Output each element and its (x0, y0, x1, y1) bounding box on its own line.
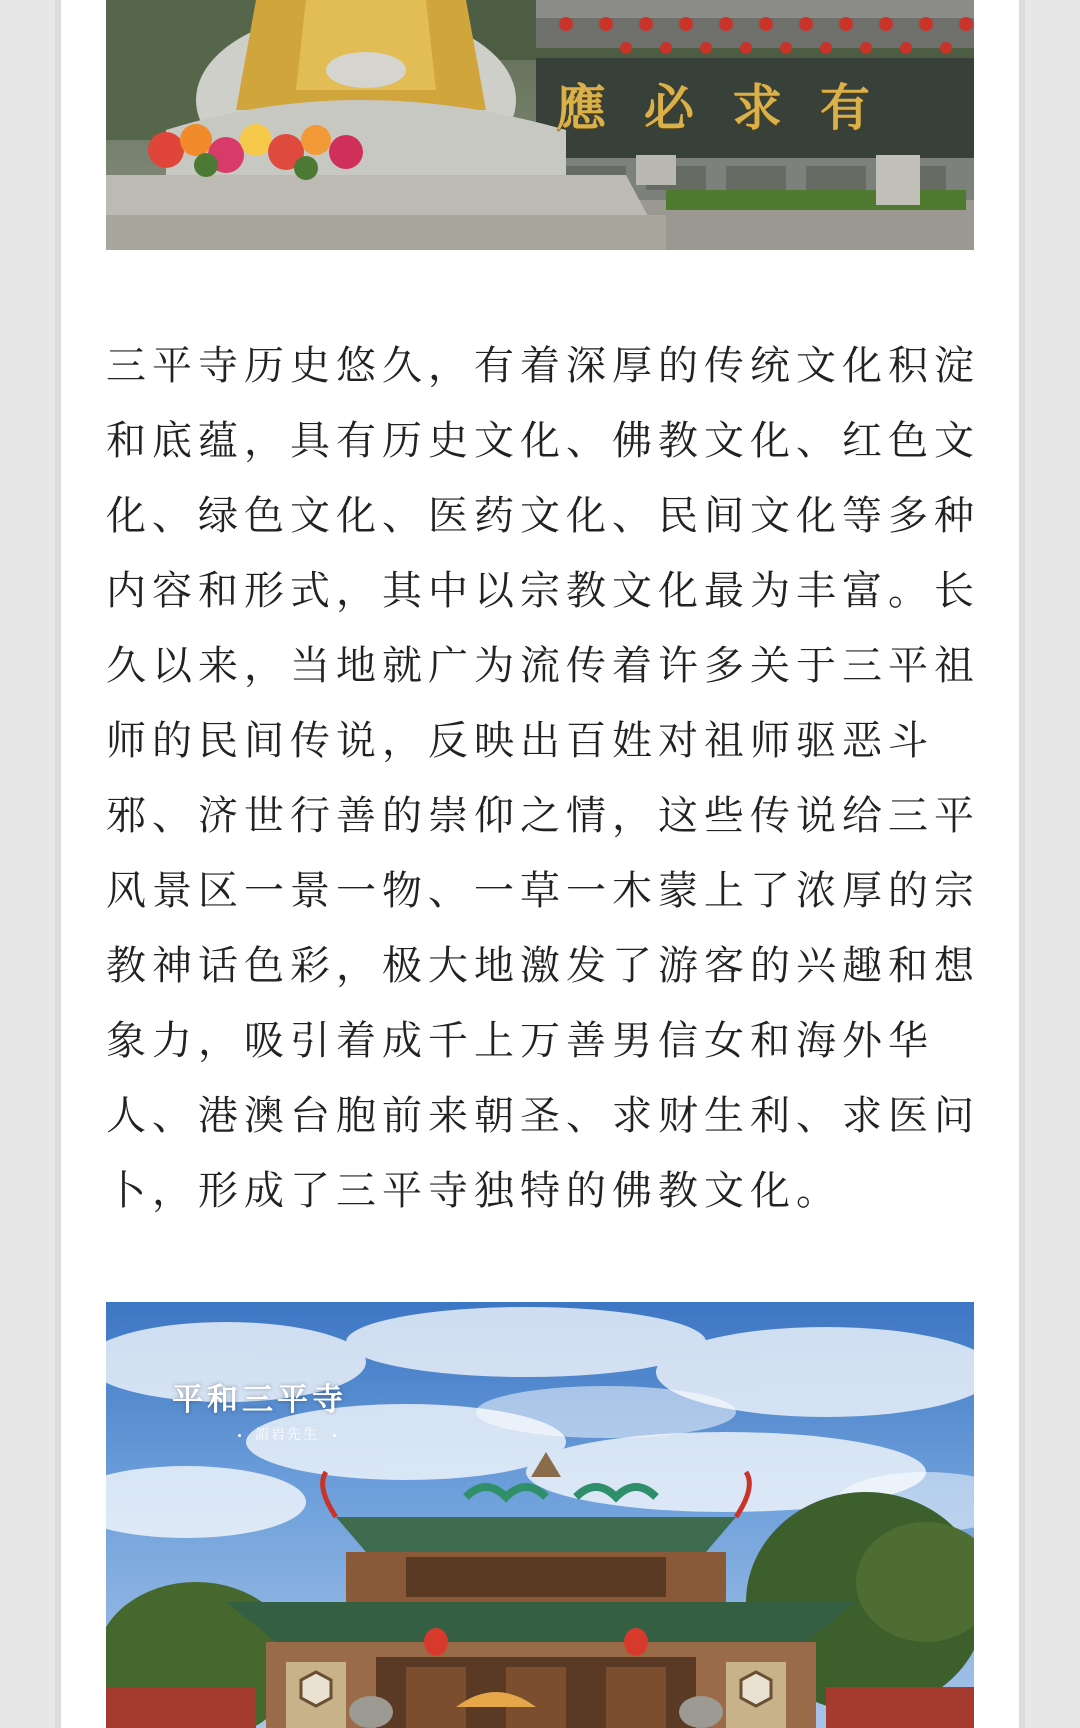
temple-photo[interactable] (106, 1302, 974, 1728)
article-paragraph (106, 329, 980, 1229)
paragraph-line: 教神话色彩，极大地激发了游客的兴趣和想 (106, 943, 980, 989)
wall-inscription (556, 68, 870, 140)
paragraph-line: 和底蕴，具有历史文化、佛教文化、红色文 (106, 418, 980, 464)
paragraph-line: 人、港澳台胞前来朝圣、求财生利、求医问 (106, 1093, 980, 1139)
inscription-char: 求 (732, 78, 782, 137)
paragraph-line: 卜，形成了三平寺独特的佛教文化。 (106, 1168, 842, 1214)
inscription-char: 應 (556, 78, 606, 137)
inscription-char: 必 (644, 78, 694, 137)
paragraph-line: 象力，吸引着成千上万善男信女和海外华 (106, 1018, 934, 1064)
photo-watermark-author: 詔岩先生 (255, 1427, 319, 1443)
photo-watermark-title: 平和三平寺 (172, 1382, 347, 1418)
paragraph-line: 久以来，当地就广为流传着许多关于三平祖 (106, 643, 980, 689)
inscription-char: 有 (820, 78, 870, 137)
statue-photo[interactable] (106, 0, 974, 250)
paragraph-line: 三平寺历史悠久，有着深厚的传统文化积淀 (106, 343, 980, 389)
photo-watermark-subtitle (224, 1424, 350, 1444)
temple-photo-art (106, 1302, 974, 1728)
paragraph-line: 风景区一景一物、一草一木蒙上了浓厚的宗 (106, 868, 980, 914)
paragraph-line: 邪、济世行善的崇仰之情，这些传说给三平 (106, 793, 980, 839)
paragraph-line: 内容和形式，其中以宗教文化最为丰富。长 (106, 568, 980, 614)
paragraph-line: 师的民间传说，反映出百姓对祖师驱恶斗 (106, 718, 934, 764)
paragraph-line: 化、绿色文化、医药文化、民间文化等多种 (106, 493, 980, 539)
dot-icon (333, 1434, 336, 1437)
dot-icon (238, 1434, 241, 1437)
